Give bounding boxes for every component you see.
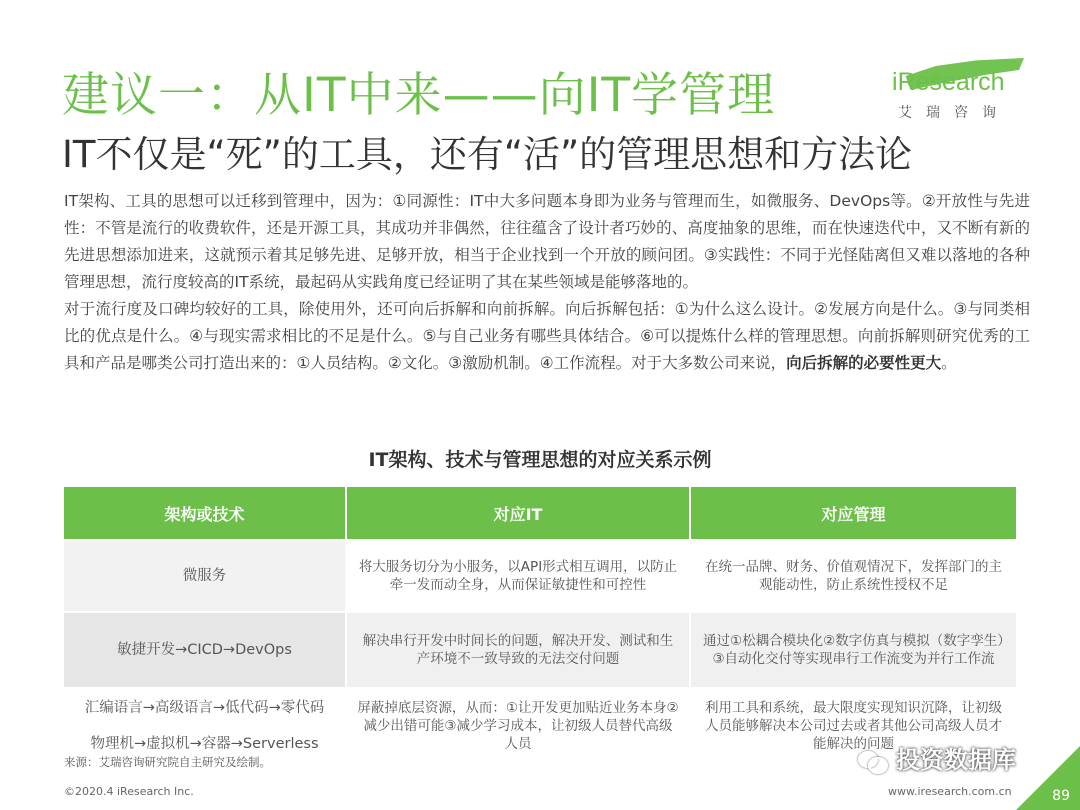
cell-it: 屏蔽掉底层资源，从而：①让开发更加贴近业务本身②减少出错可能③减少学习成本，让初级人员替代高级人员 — [346, 688, 690, 763]
table-row — [64, 612, 1016, 688]
cell-mgmt: 通过①松耦合模块化②数字仿真与模拟（数字孪生）③自动化交付等实现串行工作流变为并行工作流 — [690, 612, 1016, 688]
page-number: 89 — [1052, 788, 1070, 804]
body-text — [64, 188, 1030, 377]
iresearch-logo — [892, 58, 1032, 128]
copyright: ©2020.4 iResearch Inc. — [64, 785, 194, 798]
source-note: 来源：艾瑞咨询研究院自主研究及绘制。 — [64, 755, 271, 769]
cell-it: 将大服务切分为小服务，以API形式相互调用，以防止牵一发而动全身，从而保证敏捷性和可控性 — [346, 540, 690, 612]
paragraph-2: 对于流行度及口碑均较好的工具，除使用外，还可向后拆解和向前拆解。向后拆解包括：①为什么这么设计。②发展方向是什么。③与同类相比的优点是什么。④与现实需求相比的不足是什么。⑤与自己业务有哪些具体结合。⑥可以提炼什么样的管理思想。向前拆解则研究优秀的工具和产品是哪类公司打造出来的：①人员结构。②文化。③激励机制。④工作流程。对于大多数公司来说，向后拆解的必要性更大。 — [64, 300, 1030, 372]
logo-subtitle: 艾瑞咨询 — [898, 105, 1010, 121]
emphasis-text: 向后拆解的必要性更大 — [786, 354, 942, 372]
header-mgmt: 对应管理 — [690, 487, 1016, 540]
header-tech: 架构或技术 — [64, 487, 346, 540]
cell-tech: 微服务 — [64, 540, 346, 612]
cell-tech — [64, 688, 346, 763]
cell-tech: 敏捷开发→CICD→DevOps — [64, 612, 346, 688]
website-link[interactable]: www.iresearch.com.cn — [888, 785, 1012, 798]
page-subtitle: IT不仅是“死”的工具，还有“活”的管理思想和方法论 — [62, 133, 913, 176]
wechat-icon — [858, 749, 890, 773]
cell-mgmt: 在统一品牌、财务、价值观情况下，发挥部门的主观能动性，防止系统性授权不足 — [690, 540, 1016, 612]
header-it: 对应IT — [346, 487, 690, 540]
table-header-row — [64, 487, 1016, 540]
paragraph-1: IT架构、工具的思想可以迁移到管理中，因为：①同源性：IT中大多问题本身即为业务与管理而生，如微服务、DevOps等。②开放性与先进性：不管是流行的收费软件，还是开源工具，其成功并非偶然，往往蕴含了设计者巧妙的、高度抽象的思维，而在快速迭代中，又不断有新的先进思想添加进来，这就预示着其足够先进、足够开放，相当于企业找到一个开放的顾问团。③实践性：不同于光怪陆离但又难以落地的各种管理思想，流行度较高的IT系统，最起码从实践角度已经证明了其在某些领域是能够落地的。 — [64, 192, 1030, 291]
table-row — [64, 540, 1016, 612]
watermark: 投资数据库 — [858, 740, 1016, 775]
cell-it: 解决串行开发中时间长的问题，解决开发、测试和生产环境不一致导致的无法交付问题 — [346, 612, 690, 688]
page-corner-decoration — [1016, 746, 1080, 810]
table-title: IT架构、技术与管理思想的对应关系示例 — [368, 449, 712, 471]
mapping-table — [64, 487, 1016, 763]
page-title: 建议一：从IT中来——向IT学管理 — [62, 68, 776, 123]
cell-mgmt: 利用工具和系统，最大限度实现知识沉降，让初级人员能够解决本公司过去或者其他公司高级人员才能解决的问题 — [690, 688, 1016, 763]
cell-tech-line-1: 汇编语言→高级语言→低代码→零代码 — [84, 700, 325, 716]
cell-tech-line-2: 物理机→虚拟机→容器→Serverless — [90, 736, 319, 752]
logo-wordmark: iResearch — [892, 68, 1005, 96]
